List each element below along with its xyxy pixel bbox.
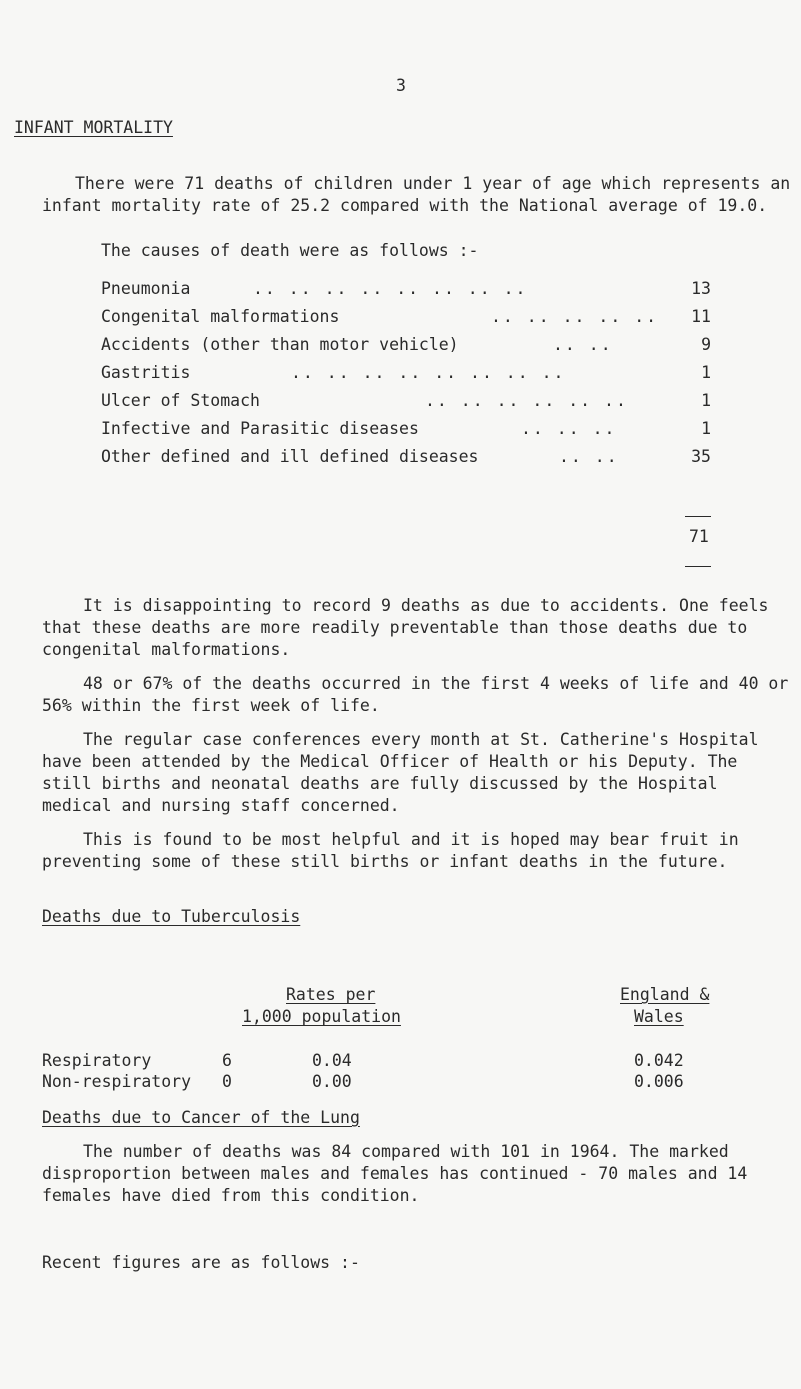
paragraph-accidents: It is disappointing to record 9 deaths as due to accidents. One feels that these deaths are more readily preventable than those deaths due to congenital malformations.	[42, 596, 769, 659]
cause-count: 11	[691, 307, 711, 326]
page-number: 3	[396, 76, 406, 95]
leader-dots: .. .. .. .. ..	[491, 307, 659, 326]
total-rule-bottom	[685, 566, 711, 567]
tb-row-england: 0.006	[634, 1072, 684, 1091]
tb-row-england: 0.042	[634, 1051, 684, 1070]
paragraph-helpful: This is found to be most helpful and it is hoped may bear fruit in preventing some of these still births or infant deaths in the future.	[42, 830, 739, 871]
cause-label: Congenital malformations	[101, 307, 340, 326]
cause-label: Other defined and ill defined diseases	[101, 447, 479, 466]
cause-label: Ulcer of Stomach	[101, 391, 260, 410]
heading-infant-mortality: INFANT MORTALITY	[14, 118, 173, 137]
cause-row	[101, 331, 711, 359]
cause-row	[101, 387, 711, 415]
cause-count: 1	[701, 391, 711, 410]
cause-label: Infective and Parasitic diseases	[101, 419, 419, 438]
total-rule-top	[685, 516, 711, 517]
cause-label: Accidents (other than motor vehicle)	[101, 335, 459, 354]
heading-tuberculosis: Deaths due to Tuberculosis	[42, 907, 301, 926]
cause-count: 35	[691, 447, 711, 466]
tb-row-count: 6	[222, 1051, 232, 1070]
leader-dots: .. .. .. .. .. .. .. ..	[253, 279, 528, 298]
leader-dots: .. .. .. .. .. ..	[425, 391, 628, 410]
cause-label: Gastritis	[101, 363, 191, 382]
paragraph-intro: There were 71 deaths of children under 1 year of age which represents an infant mortality rate of 25.2 compared with the National average of 19.0.	[42, 174, 791, 215]
recent-figures: Recent figures are as follows :-	[42, 1253, 360, 1272]
cause-count: 9	[701, 335, 711, 354]
tb-row-rate: 0.00	[312, 1072, 352, 1091]
tb-col-england-line1: England &	[620, 985, 710, 1004]
leader-dots: .. .. .. .. .. .. .. ..	[291, 363, 566, 382]
cause-row	[101, 275, 711, 303]
cause-count: 1	[701, 419, 711, 438]
leader-dots: .. ..	[559, 447, 619, 466]
tb-col-rates-line1: Rates per	[286, 985, 376, 1004]
tb-row-label: Non-respiratory	[42, 1072, 192, 1091]
tb-row-rate: 0.04	[312, 1051, 352, 1070]
causes-intro: The causes of death were as follows :-	[101, 241, 479, 260]
cause-count: 13	[691, 279, 711, 298]
paragraph-weeks: 48 or 67% of the deaths occurred in the first 4 weeks of life and 40 or 56% within the first week of life.	[42, 674, 789, 715]
cause-row	[101, 303, 711, 331]
paragraph-cancer: The number of deaths was 84 compared with 101 in 1964. The marked disproportion between males and females has continued - 70 males and 14 females have died from this condition.	[42, 1142, 748, 1205]
heading-cancer-lung: Deaths due to Cancer of the Lung	[42, 1108, 360, 1127]
leader-dots: .. ..	[553, 335, 613, 354]
tb-col-england-line2: Wales	[634, 1007, 684, 1026]
cause-label: Pneumonia	[101, 279, 191, 298]
tb-row-count: 0	[222, 1072, 232, 1091]
tb-row-label: Respiratory	[42, 1051, 152, 1070]
cause-row	[101, 443, 711, 471]
causes-total: 71	[689, 527, 709, 546]
leader-dots: .. .. ..	[521, 419, 617, 438]
cause-count: 1	[701, 363, 711, 382]
cause-row	[101, 359, 711, 387]
paragraph-conferences: The regular case conferences every month at St. Catherine's Hospital have been attended by the Medical Officer of Health or his Deputy. The still births and neonatal deaths are fully discussed by the Hospital medical and nursing staff concerned.	[42, 730, 759, 815]
cause-row	[101, 415, 711, 443]
tb-col-rates-line2: 1,000 population	[242, 1007, 401, 1026]
